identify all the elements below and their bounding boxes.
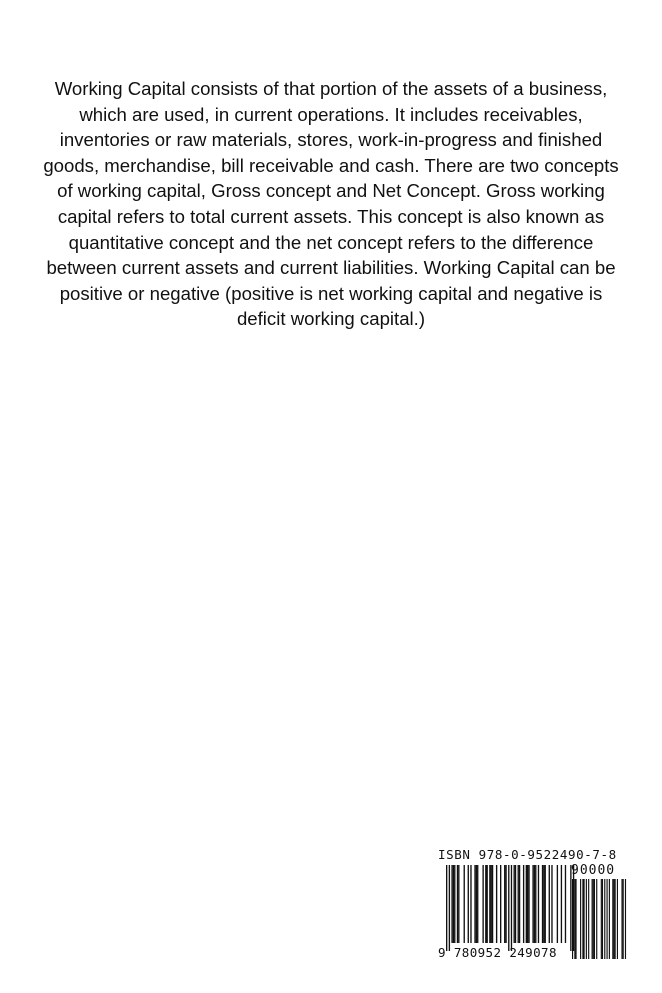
addon-bar xyxy=(615,879,616,959)
barcode-bar xyxy=(482,865,483,943)
barcode-bar xyxy=(534,865,535,943)
addon-bar xyxy=(594,879,595,959)
addon-bar xyxy=(582,879,583,959)
barcode-bar xyxy=(454,865,455,943)
price-code: 90000 xyxy=(571,863,616,878)
barcode-bar xyxy=(526,865,527,943)
barcode-bar xyxy=(485,865,486,943)
isbn-barcode xyxy=(430,843,628,965)
ean-number: 9 780952 249078 xyxy=(438,945,557,960)
addon-bar xyxy=(607,879,608,959)
barcode-bar xyxy=(505,865,506,943)
barcode-bar xyxy=(487,865,488,943)
barcode-bar xyxy=(453,865,454,943)
barcode-bar xyxy=(519,865,520,943)
addon-bar xyxy=(588,879,589,959)
isbn-label: ISBN 978-0-9522490-7-8 xyxy=(438,847,617,862)
barcode-bar xyxy=(561,865,562,943)
barcode-bar xyxy=(538,865,539,943)
barcode-bar xyxy=(514,865,515,943)
addon-bar xyxy=(621,879,622,959)
barcode-bar xyxy=(532,865,533,943)
addon-bar xyxy=(596,879,597,959)
addon-bar xyxy=(593,879,594,959)
barcode-bar xyxy=(551,865,552,943)
addon-bar xyxy=(604,879,605,959)
barcode-bar xyxy=(542,865,543,943)
addon-bar xyxy=(613,879,614,959)
barcode-bar xyxy=(464,865,465,943)
barcode-bar xyxy=(500,865,501,943)
addon-bar xyxy=(580,879,581,959)
barcode-bar xyxy=(446,865,447,951)
addon-bar xyxy=(625,879,626,959)
barcode-bar xyxy=(545,865,546,943)
addon-bar xyxy=(575,879,576,959)
addon-bar xyxy=(612,879,613,959)
addon-bar xyxy=(592,879,593,959)
barcode-bar xyxy=(492,865,493,943)
barcode-bar xyxy=(565,865,566,943)
barcode-bar xyxy=(504,865,505,943)
barcode-bar xyxy=(511,865,512,951)
barcode-bar xyxy=(474,865,475,943)
barcode-bar xyxy=(457,865,458,943)
addon-bar xyxy=(572,879,573,959)
barcode-bar xyxy=(489,865,490,943)
barcode-bar xyxy=(543,865,544,943)
barcode-bar xyxy=(528,865,529,943)
barcode-bar xyxy=(557,865,558,943)
barcode-bar xyxy=(458,865,459,943)
barcode-bar xyxy=(477,865,478,943)
addon-bar xyxy=(609,879,610,959)
barcode-bar xyxy=(449,865,450,951)
addon-bar xyxy=(602,879,603,959)
barcode-bar xyxy=(476,865,477,943)
barcode-bar xyxy=(491,865,492,943)
barcode-bar xyxy=(508,865,509,951)
barcode-bar xyxy=(468,865,469,943)
back-cover-blurb: Working Capital consists of that portion of the assets of a business, which are used, in current operations. It includes receivables, inventories or raw materials, stores, work-in-progress and finished goods, merchandise, bill receivable and cash. There are two concepts of working capital, Gross concept and Net Concept. Gross working capital refers to total current assets. This concept is also known as quantitative concept and the net concept refers to the difference between current assets and current liabilities. Working Capital can be positive or negative (positive is net working capital and negative is deficit working capital.) xyxy=(43,78,619,330)
barcode-bar xyxy=(496,865,497,943)
barcode-bar xyxy=(515,865,516,943)
addon-bar xyxy=(617,879,618,959)
barcode-bar xyxy=(535,865,536,943)
barcode-bar xyxy=(527,865,528,943)
barcode-bar xyxy=(518,865,519,943)
addon-bar xyxy=(574,879,575,959)
barcode-bar xyxy=(470,865,471,943)
addon-bar xyxy=(623,879,624,959)
addon-bar xyxy=(586,879,587,959)
barcode-bar xyxy=(549,865,550,943)
addon-bar xyxy=(584,879,585,959)
barcode-bar xyxy=(451,865,452,943)
addon-bar xyxy=(601,879,602,959)
barcode-bar xyxy=(523,865,524,943)
